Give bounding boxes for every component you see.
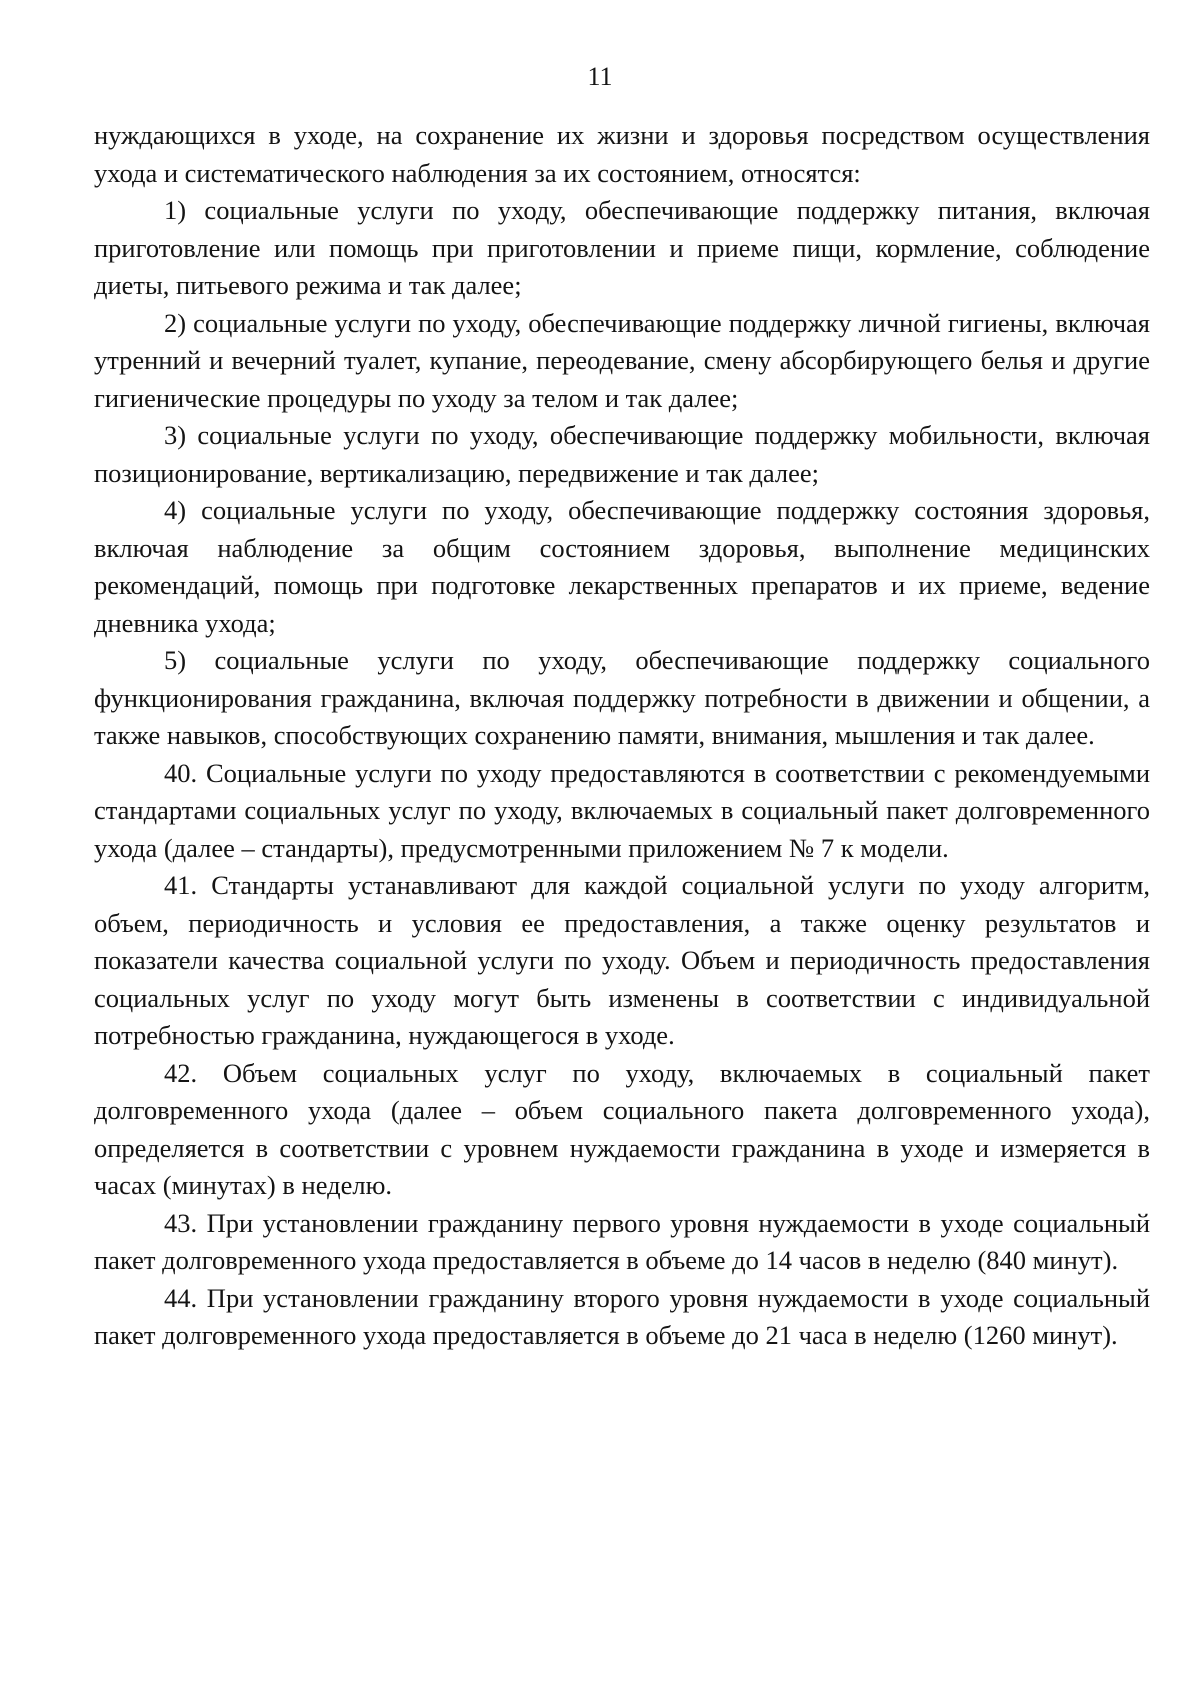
- page-number: 11: [587, 62, 613, 91]
- list-item-5: 5) социальные услуги по уходу, обеспечивающие поддержку социального функционирования гражданина, включая поддержку потребности в движении и общении, а также навыков, способствующих сохранению памяти, внимания, мышления и так далее.: [94, 645, 1150, 750]
- clause-40: 40. Социальные услуги по уходу предоставляются в соответствии с рекомендуемыми стандартами социальных услуг по уходу, включаемых в социальный пакет долговременного ухода (далее – стандарты), предусмотренными приложением № 7 к модели.: [94, 757, 1150, 863]
- list-item-4: 4) социальные услуги по уходу, обеспечивающие поддержку состояния здоровья, включая наблюдение за общим состоянием здоровья, выполнение медицинских рекомендаций, помощь при подготовке лекарственных препаратов и их приеме, ведение дневника ухода;: [94, 495, 1150, 638]
- list-item-1: 1) социальные услуги по уходу, обеспечивающие поддержку питания, включая приготовление или помощь при приготовлении и приеме пищи, кормление, соблюдение диеты, питьевого режима и так далее;: [94, 195, 1150, 300]
- list-item-3: 3) социальные услуги по уходу, обеспечивающие поддержку мобильности, включая позиционирование, вертикализацию, передвижение и так далее;: [94, 420, 1150, 488]
- clause-43: 43. При установлении гражданину первого уровня нуждаемости в уходе социальный пакет долговременного ухода предоставляется в объеме до 14 часов в неделю (840 минут).: [94, 1207, 1150, 1275]
- clause-42: 42. Объем социальных услуг по уходу, включаемых в социальный пакет долговременного ухода (далее – объем социального пакета долговременного ухода), определяется в соответствии с уровнем нуждаемости гражданина в уходе и измеряется в часах (минутах) в неделю.: [94, 1057, 1150, 1200]
- clause-44: 44. При установлении гражданину второго уровня нуждаемости в уходе социальный пакет долговременного ухода предоставляется в объеме до 21 часа в неделю (1260 минут).: [94, 1282, 1150, 1350]
- list-item-2: 2) социальные услуги по уходу, обеспечивающие поддержку личной гигиены, включая утренний и вечерний туалет, купание, переодевание, смену абсорбирующего белья и другие гигиенические процедуры по уходу за телом и так далее;: [94, 307, 1150, 413]
- paragraph-continuation: нуждающихся в уходе, на сохранение их жизни и здоровья посредством осуществления ухода и систематического наблюдения за их состоянием, относятся:: [94, 120, 1150, 188]
- document-body: [94, 117, 1150, 1355]
- clause-41: 41. Стандарты устанавливают для каждой социальной услуги по уходу алгоритм, объем, периодичность и условия ее предоставления, а также оценку результатов и показатели качества социальной услуги по уходу. Объем и периодичность предоставления социальных услуг по уходу могут быть изменены в соответствии с индивидуальной потребностью гражданина, нуждающегося в уходе.: [94, 870, 1150, 1050]
